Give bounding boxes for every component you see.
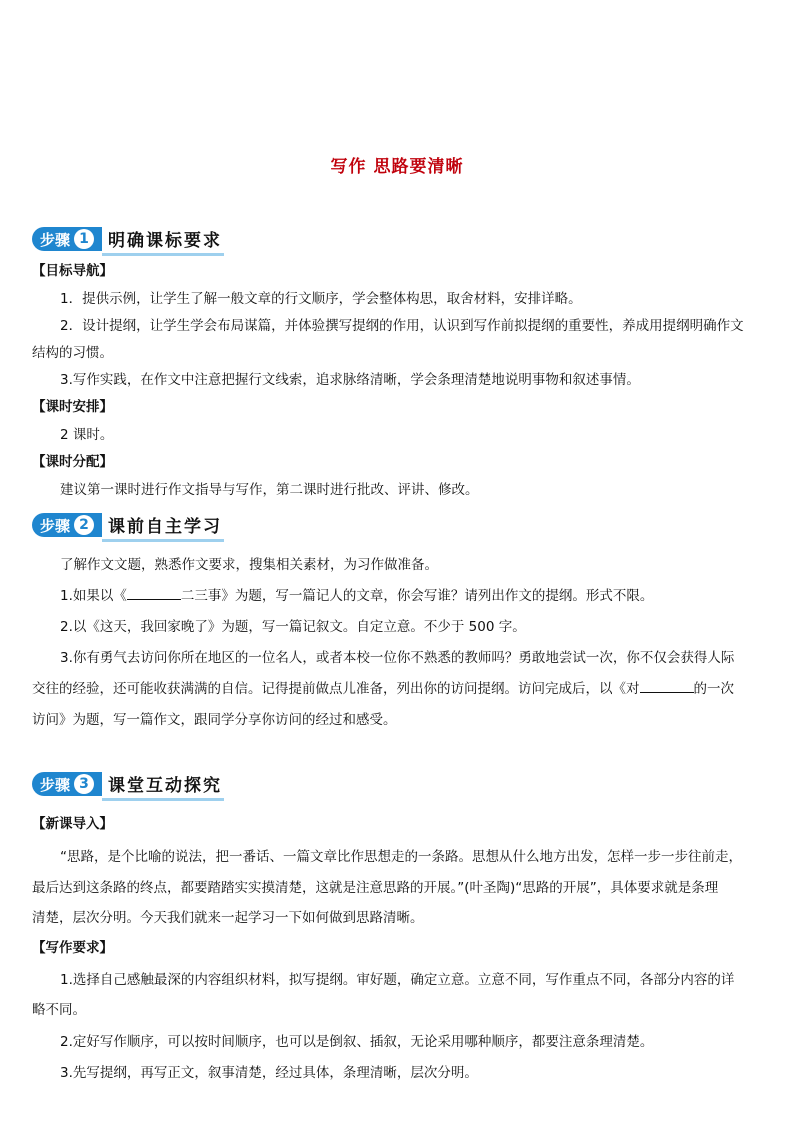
step-2-number: 2 xyxy=(74,515,94,535)
requirement-3: 3.先写提纲，再写正文，叙事清楚，经过具体，条理清晰，层次分明。 xyxy=(60,1065,478,1081)
requirement-2: 2.定好写作顺序，可以按时间顺序，也可以是倒叙、插叙，无论采用哪种顺序，都要注意条理清楚。 xyxy=(60,1034,654,1050)
intro-para-2: 最后达到这条路的终点，都要踏踏实实摸清楚，这就是注意思路的开展。”(叶圣陶)“思路的开展”，具体要求就是条理 xyxy=(32,880,719,896)
requirement-1-cont: 略不同。 xyxy=(32,1002,86,1018)
topic-3-cont-start: 交往的经验，还可能收获满满的自信。记得提前做点儿准备，列出你的访问提纲。访问完成后，以《对 xyxy=(32,681,640,697)
topic-1 xyxy=(60,584,794,604)
step-2-header xyxy=(32,512,224,538)
step-3-header xyxy=(32,771,224,797)
label-goals: 【目标导航】 xyxy=(32,263,113,279)
topic-1-start: 1.如果以《 xyxy=(60,588,127,604)
intro-para-3: 清楚，层次分明。今天我们就来一起学习一下如何做到思路清晰。 xyxy=(32,910,424,926)
step-3-title: 课堂互动探究 xyxy=(108,771,224,798)
step-1-title: 明确课标要求 xyxy=(108,226,224,253)
prep-intro: 了解作文文题，熟悉作文要求，搜集相关素材，为习作做准备。 xyxy=(60,557,438,573)
goal-3: 3.写作实践，在作文中注意把握行文线索，追求脉络清晰，学会条理清楚地说明事物和叙述事情。 xyxy=(60,372,640,388)
page-title: 写作 思路要清晰 xyxy=(330,157,464,177)
label-allocation: 【课时分配】 xyxy=(32,454,113,470)
step-3-number: 3 xyxy=(74,774,94,794)
step-1-number: 1 xyxy=(74,229,94,249)
blank-underline xyxy=(127,587,181,600)
step-2-badge xyxy=(32,513,102,537)
goal-1: 1．提供示例，让学生了解一般文章的行文顺序，学会整体构思，取舍材料，安排详略。 xyxy=(60,291,582,307)
label-intro: 【新课导入】 xyxy=(32,816,113,832)
requirement-1: 1.选择自己感触最深的内容组织材料，拟写提纲。审好题，确定立意。立意不同，写作重点不同，各部分内容的详 xyxy=(60,972,735,988)
label-requirements: 【写作要求】 xyxy=(32,940,113,956)
topic-2: 2.以《这天，我回家晚了》为题，写一篇记叙文。自定立意。不少于 500 字。 xyxy=(60,619,526,635)
goal-2: 2．设计提纲，让学生学会布局谋篇，并体验撰写提纲的作用，认识到写作前拟提纲的重要性，养成用提纲明确作文 xyxy=(60,318,744,334)
topic-3-end: 访问》为题，写一篇作文，跟同学分享你访问的经过和感受。 xyxy=(32,712,397,728)
label-schedule: 【课时安排】 xyxy=(32,399,113,415)
step-1-badge-label: 步骤 xyxy=(40,230,71,249)
step-2-badge-label: 步骤 xyxy=(40,516,71,535)
step-2-title: 课前自主学习 xyxy=(108,512,224,539)
topic-3-cont-end: 的一次 xyxy=(693,681,734,697)
step-1-header xyxy=(32,226,224,252)
hours-text: 2 课时。 xyxy=(60,427,114,443)
topic-3: 3.你有勇气去访问你所在地区的一位名人，或者本校一位你不熟悉的教师吗？勇敢地尝试一次，你不仅会获得人际 xyxy=(60,650,735,666)
topic-1-end: 二三事》为题，写一篇记人的文章，你会写谁？请列出作文的提纲。形式不限。 xyxy=(180,588,654,604)
intro-para-1: “思路，是个比喻的说法，把一番话、一篇文章比作思想走的一条路。思想从什么地方出发，怎样一步一步往前走， xyxy=(60,849,742,865)
topic-3-cont xyxy=(32,677,772,697)
blank-underline xyxy=(640,680,694,693)
goal-2-cont: 结构的习惯。 xyxy=(32,345,113,361)
step-3-badge xyxy=(32,772,102,796)
step-3-badge-label: 步骤 xyxy=(40,775,71,794)
step-1-badge xyxy=(32,227,102,251)
allocation-text: 建议第一课时进行作文指导与写作，第二课时进行批改、评讲、修改。 xyxy=(60,482,479,498)
